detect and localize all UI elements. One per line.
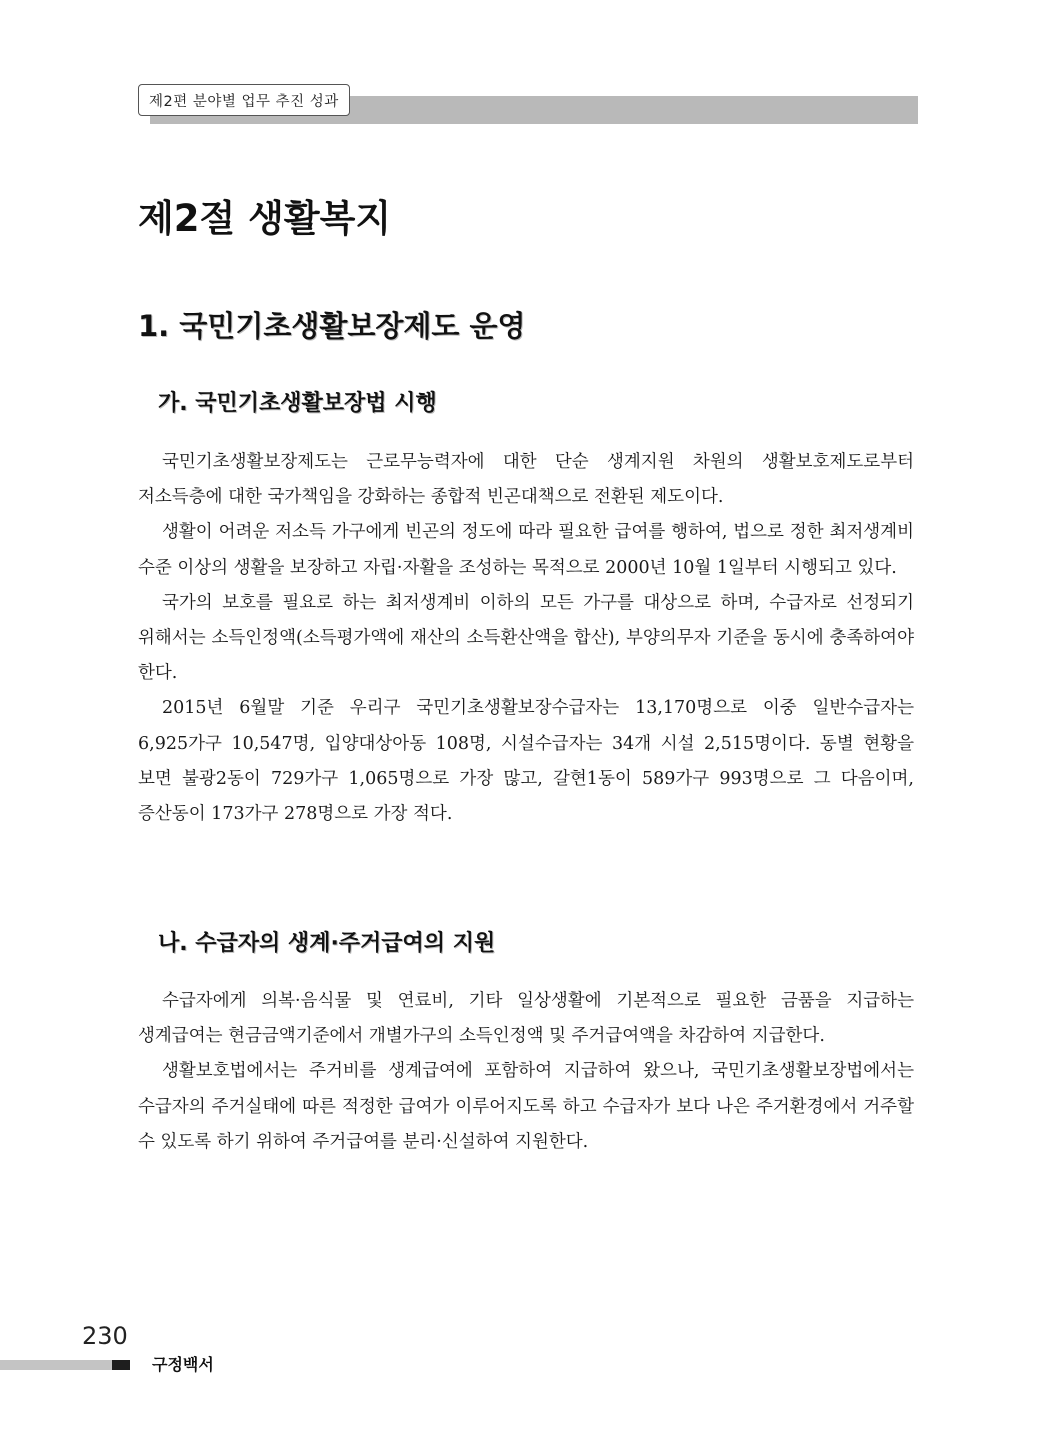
paragraph: 국가의 보호를 필요로 하는 최저생계비 이하의 모든 가구를 대상으로 하며, 수급자로 선정되기 위해서는 소득인정액(소득평가액에 재산의 소득환산액을 합산), 부양의무자 기준을 동시에 충족하여야 한다. (138, 592, 914, 684)
item-body-na (138, 984, 914, 1160)
paragraph: 수급자에게 의복·음식물 및 연료비, 기타 일상생활에 기본적으로 필요한 금품을 지급하는 생계급여는 현금금액기준에서 개별가구의 소득인정액 및 주거급여액을 차감하여 지급한다. (138, 991, 914, 1047)
running-header: 제2편 분야별 업무 추진 성과 (138, 84, 350, 116)
footer-bar (0, 1360, 112, 1370)
footer-block (112, 1360, 130, 1370)
book-title: 구정백서 (152, 1355, 214, 1374)
page-number: 230 (82, 1322, 128, 1350)
paragraph: 생활보호법에서는 주거비를 생계급여에 포함하여 지급하여 왔으나, 국민기초생활보장법에서는 수급자의 주거실태에 따른 적정한 급여가 이루어지도록 하고 수급자가 보다 나은 주거환경에서 거주할 수 있도록 하기 위하여 주거급여를 분리·신설하여 지원한다. (138, 1061, 914, 1152)
item-heading-ga: 가. 국민기초생활보장법 시행 (158, 391, 437, 416)
paragraph: 2015년 6월말 기준 우리구 국민기초생활보장수급자는 13,170명으로 이중 일반수급자는 6,925가구 10,547명, 입양대상아동 108명, 시설수급자는 34개 시설 2,515명이다. 동별 현황을 보면 불광2동이 729가구 1,065명으로 가장 많고, 갈현1동이 589가구 993명으로 그 다음이며, 증산동이 173가구 278명으로 가장 적다. (138, 698, 914, 825)
subsection-title: 1. 국민기초생활보장제도 운영 (138, 309, 526, 343)
section-title: 제2절 생활복지 (138, 197, 392, 240)
paragraph: 국민기초생활보장제도는 근로무능력자에 대한 단순 생계지원 차원의 생활보호제도로부터 저소득층에 대한 국가책임을 강화하는 종합적 빈곤대책으로 전환된 제도이다. (138, 452, 914, 508)
paragraph: 생활이 어려운 저소득 가구에게 빈곤의 정도에 따라 필요한 급여를 행하여, 법으로 정한 최저생계비 수준 이상의 생활을 보장하고 자립·자활을 조성하는 목적으로 2000년 10월 1일부터 시행되고 있다. (138, 522, 914, 578)
item-body-ga (138, 445, 914, 832)
item-heading-na: 나. 수급자의 생계·주거급여의 지원 (158, 931, 496, 956)
